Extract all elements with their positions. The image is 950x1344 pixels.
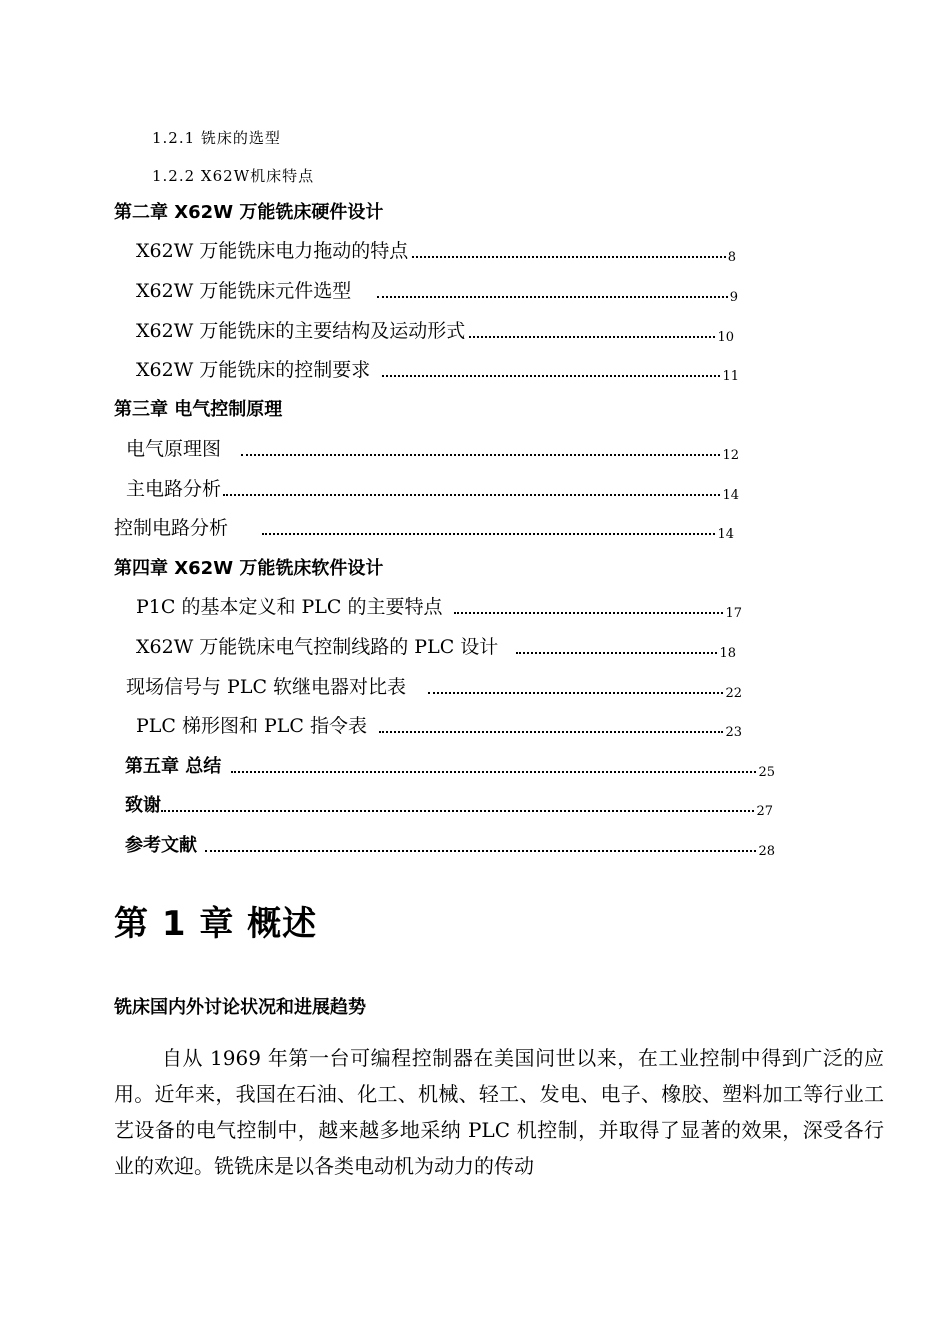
toc-entry xyxy=(152,122,281,148)
toc-leader-dots xyxy=(377,296,727,298)
toc-entry-label: 电气原理图 xyxy=(126,438,222,460)
toc-entry-label: 第四章 X62W 万能铣床软件设计 xyxy=(114,558,384,579)
toc-entry xyxy=(136,356,739,382)
toc-page-number: 14 xyxy=(717,527,734,542)
toc-entry-label: 第五章 总结 xyxy=(125,756,222,777)
toc-leader-dots xyxy=(454,612,723,614)
toc-page-number: 14 xyxy=(722,488,739,503)
toc-entry-label: 第三章 电气控制原理 xyxy=(114,399,283,420)
toc-entry xyxy=(136,593,742,619)
toc-entry-label: X62W 万能铣床的控制要求 xyxy=(136,359,371,381)
toc-entry-label: 控制电路分析 xyxy=(114,517,229,539)
toc-page-number: 10 xyxy=(717,330,734,345)
toc-chapter-entry xyxy=(114,554,383,580)
toc-leader-dots xyxy=(241,454,720,456)
toc-page-number: 17 xyxy=(725,606,742,621)
toc-entry-label: X62W 万能铣床元件选型 xyxy=(136,280,352,302)
toc-page-number: 8 xyxy=(727,250,736,265)
toc-chapter-entry xyxy=(125,791,773,817)
toc-entry-label: 1.2.1 铣床的选型 xyxy=(152,129,281,147)
toc-entry-label: 主电路分析 xyxy=(126,478,222,500)
section-title: 铣床国内外讨论状况和进展趋势 xyxy=(114,997,366,1018)
toc-chapter-entry xyxy=(125,831,775,857)
toc-chapter-entry xyxy=(114,198,383,224)
toc-entry xyxy=(114,514,734,540)
toc-entry-label: 现场信号与 PLC 软继电器对比表 xyxy=(126,676,407,698)
toc-entry xyxy=(136,317,734,343)
toc-entry-label: X62W 万能铣床的主要结构及运动形式 xyxy=(136,320,466,342)
toc-entry-label: 参考文献 xyxy=(125,835,197,856)
toc-chapter-entry xyxy=(125,752,775,778)
toc-entry-label: X62W 万能铣床电力拖动的特点 xyxy=(136,240,409,262)
toc-entry-label: 致谢 xyxy=(125,795,161,816)
toc-leader-dots xyxy=(412,256,725,258)
toc-leader-dots xyxy=(231,771,756,773)
toc-chapter-entry xyxy=(114,395,282,421)
toc-entry xyxy=(136,277,738,303)
toc-page-number: 27 xyxy=(756,804,773,819)
toc-leader-dots xyxy=(205,850,756,852)
toc-leader-dots xyxy=(469,336,715,338)
toc-entry xyxy=(126,673,742,699)
toc-page-number: 12 xyxy=(722,448,739,463)
toc-entry-label: X62W 万能铣床电气控制线路的 PLC 设计 xyxy=(136,636,499,658)
toc-entry-label: 第二章 X62W 万能铣床硬件设计 xyxy=(114,202,384,223)
toc-entry xyxy=(126,475,739,501)
toc-entry xyxy=(152,160,314,186)
toc-entry xyxy=(136,237,736,263)
toc-page-number: 18 xyxy=(719,646,736,661)
toc-leader-dots xyxy=(516,652,717,654)
toc-leader-dots xyxy=(161,810,754,812)
toc-page-number: 23 xyxy=(725,725,742,740)
body-paragraph: 自从 1969 年第一台可编程控制器在美国问世以来，在工业控制中得到广泛的应用。近年来，我国在石油、化工、机械、轻工、发电、电子、橡胶、塑料加工等行业工艺设备的电气控制中，越来越多地采纳 PLC 机控制，并取得了显著的效果，深受各行业的欢迎。铣铣床是以各类电动机为动力的传动 xyxy=(114,1046,884,1178)
toc-leader-dots xyxy=(223,494,720,496)
toc-entry-label: PLC 梯形图和 PLC 指令表 xyxy=(136,715,367,737)
toc-page-number: 28 xyxy=(758,844,775,859)
toc-leader-dots xyxy=(428,692,723,694)
chapter-title: 第 1 章 概述 xyxy=(114,904,318,944)
toc-page-number: 11 xyxy=(722,369,739,384)
toc-entry-label: 1.2.2 X62W机床特点 xyxy=(152,167,315,185)
toc-entry xyxy=(136,712,742,738)
toc-page-number: 25 xyxy=(758,765,775,780)
toc-entry-label: P1C 的基本定义和 PLC 的主要特点 xyxy=(136,596,443,618)
toc-entry xyxy=(136,633,736,659)
toc-entry xyxy=(126,435,739,461)
toc-leader-dots xyxy=(379,731,723,733)
toc-page-number: 22 xyxy=(725,686,742,701)
toc-page-number: 9 xyxy=(729,290,738,305)
toc-leader-dots xyxy=(382,375,720,377)
toc-leader-dots xyxy=(262,533,715,535)
